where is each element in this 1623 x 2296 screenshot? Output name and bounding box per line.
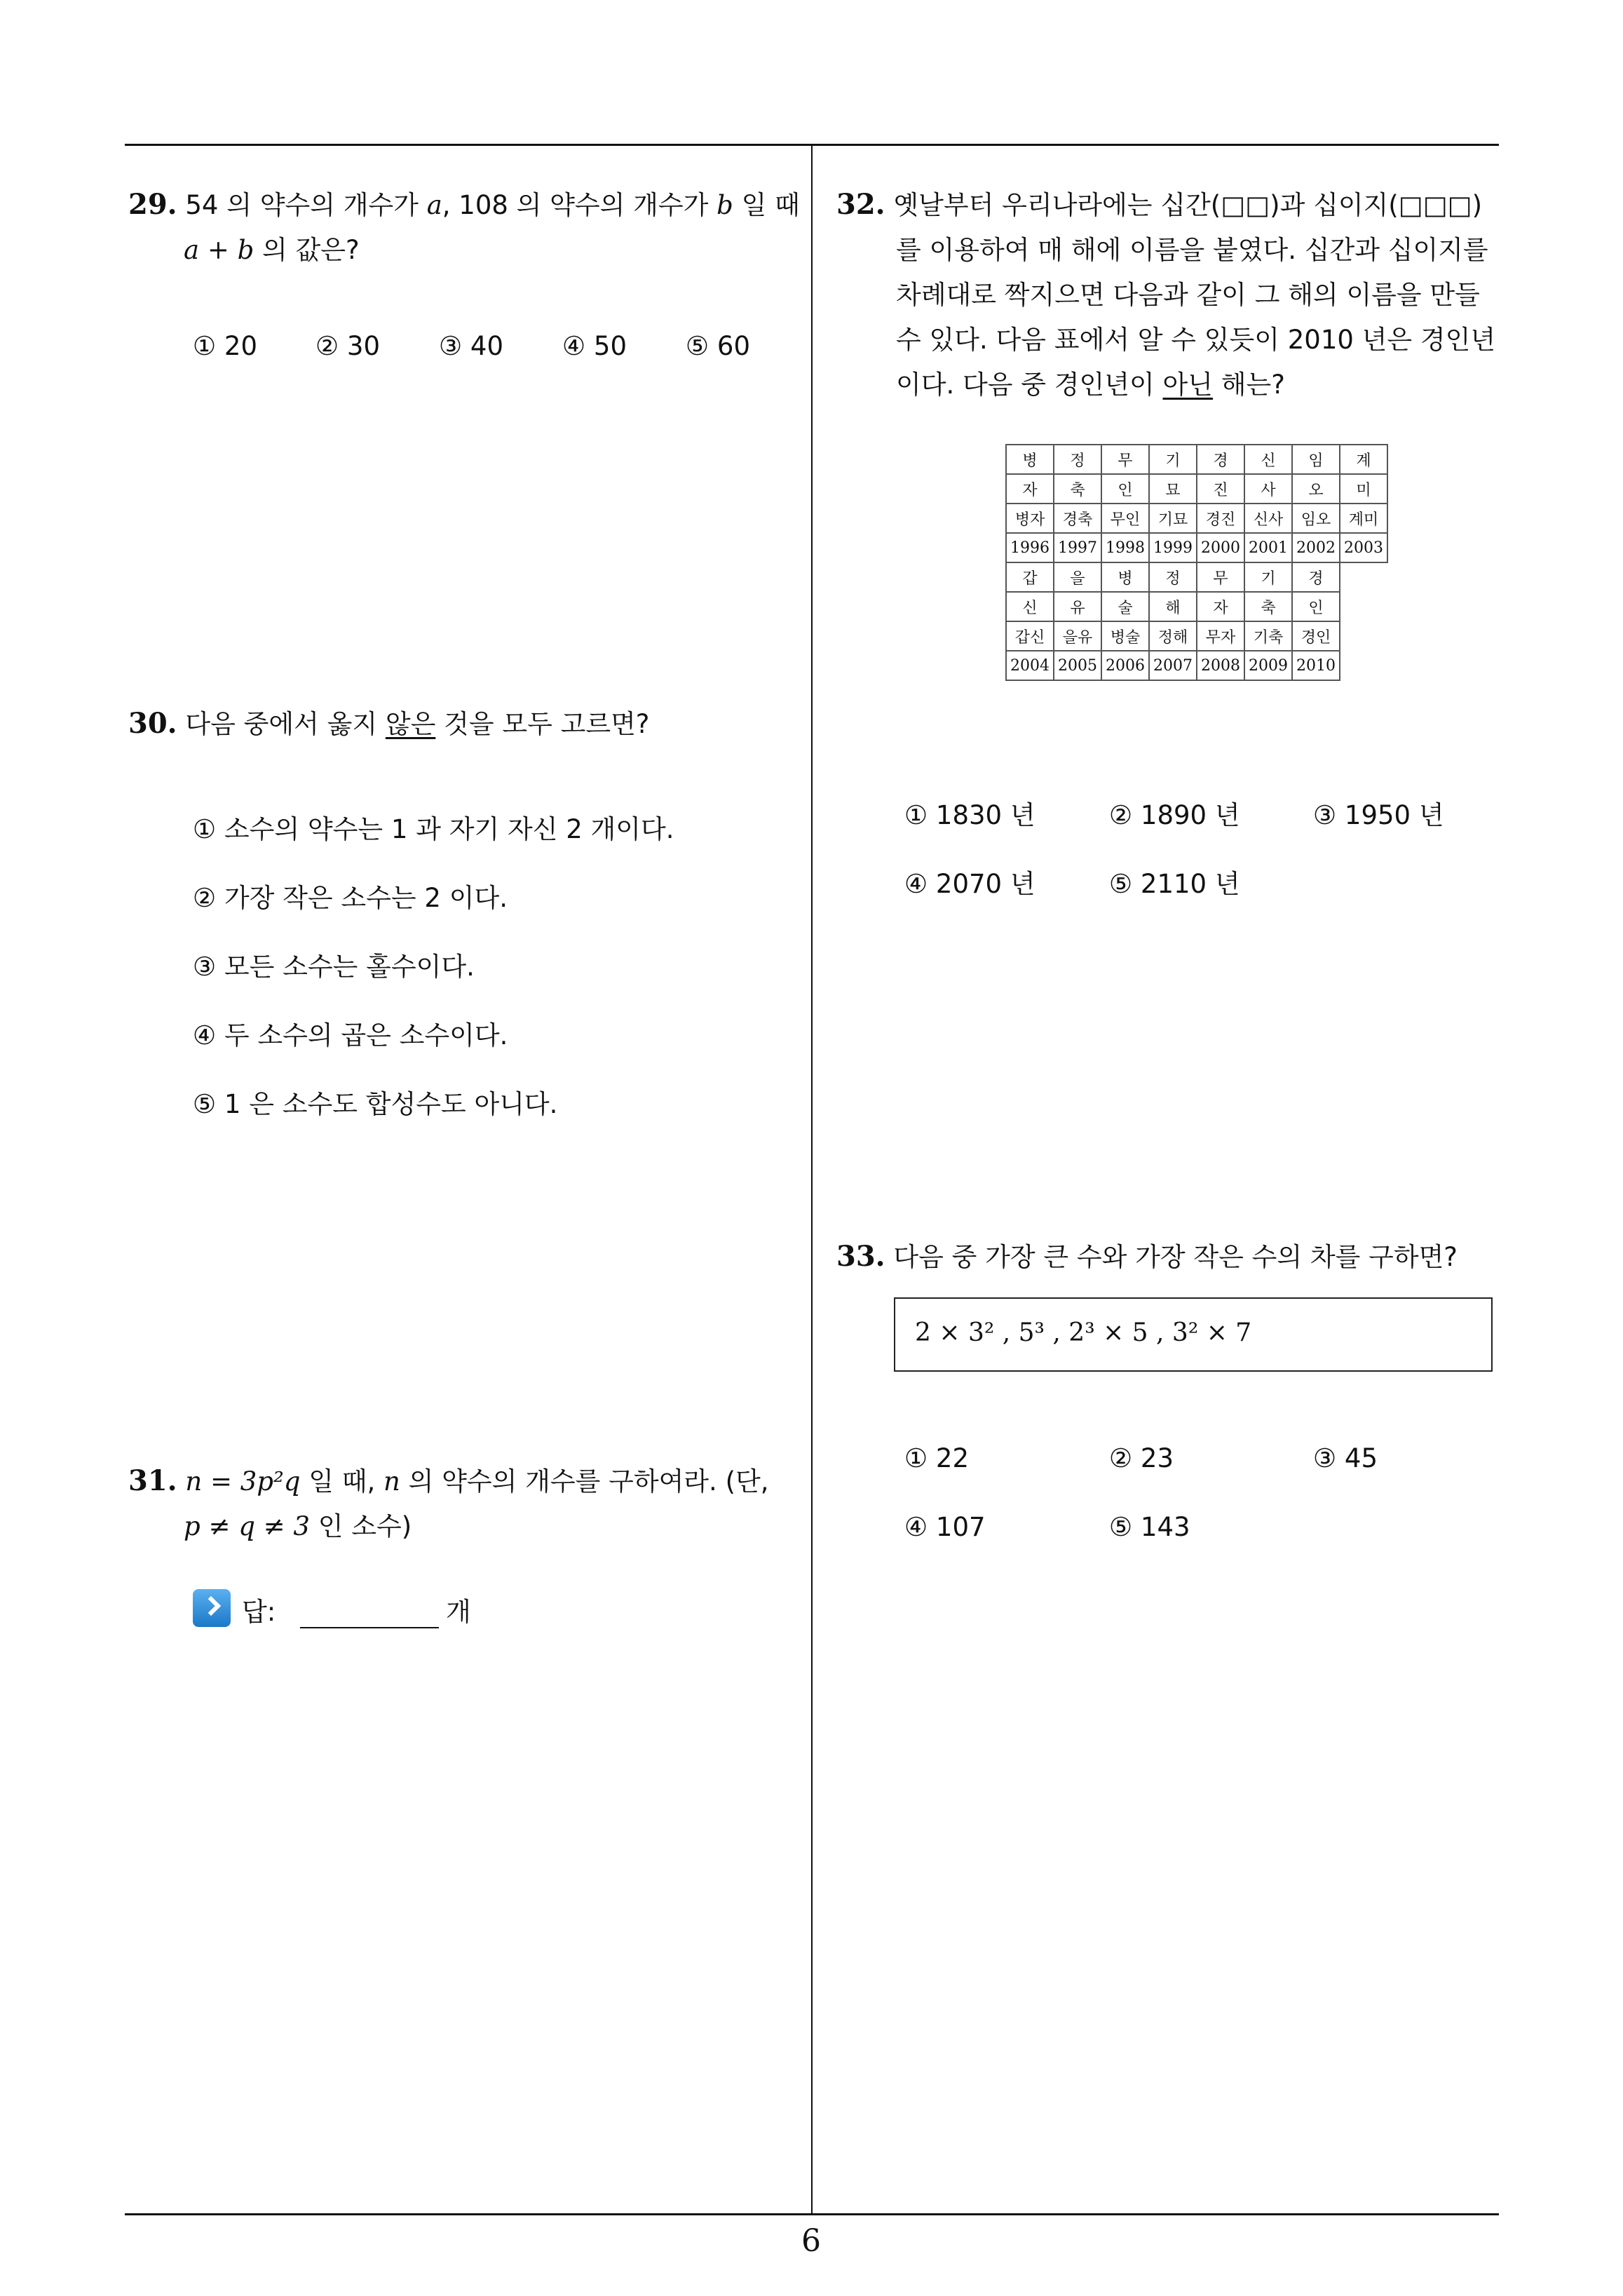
q31-condition: p ≠ q ≠ 3 [184, 1511, 310, 1541]
q30-option-1[interactable]: ① 소수의 약수는 1 과 자기 자신 2 개이다. [193, 814, 674, 844]
q32-line4: 수 있다. 다음 표에서 알 수 있듯이 2010 년은 경인년 [896, 325, 1496, 355]
q33-option-2[interactable]: ② 23 [1109, 1443, 1174, 1473]
table-cell: 해 [1149, 592, 1197, 621]
q32-option-4[interactable]: ④ 2070 년 [904, 869, 1035, 899]
table-cell: 인 [1292, 592, 1340, 621]
table-cell: 2004 [1006, 651, 1054, 680]
q31-math-n: n = 3p²q [185, 1466, 301, 1497]
table-cell: 정 [1054, 445, 1101, 474]
table-cell: 2001 [1244, 533, 1292, 562]
table-row [1006, 504, 1387, 533]
table-cell: 경축 [1054, 504, 1101, 533]
table-cell: 임오 [1292, 504, 1340, 533]
q32-text-1: 옛날부터 우리나라에는 십간(□□)과 십이지(□□□) [893, 190, 1483, 220]
q30-underlined: 않은 [385, 709, 436, 739]
q30-text-b: 것을 모두 고르면? [435, 709, 650, 739]
q29-option-4[interactable]: ④ 50 [562, 331, 627, 361]
q29-text-rest: 의 값은? [254, 235, 360, 265]
table-cell: 기묘 [1149, 504, 1197, 533]
q32-last-b: 해는? [1212, 370, 1285, 400]
table-cell: 정 [1149, 562, 1197, 592]
table-empty-cell [1340, 592, 1387, 621]
table-cell: 사 [1244, 474, 1292, 504]
table-cell: 미 [1340, 474, 1387, 504]
table-cell: 2010 [1292, 651, 1340, 680]
q32-option-1[interactable]: ① 1830 년 [904, 800, 1035, 830]
table-row [1006, 621, 1387, 651]
table-cell: 2009 [1244, 651, 1292, 680]
table-cell: 2007 [1149, 651, 1197, 680]
q29-var-b: b [717, 190, 733, 220]
chevron-right-icon [193, 1589, 231, 1627]
table-cell: 2005 [1054, 651, 1101, 680]
table-cell: 술 [1101, 592, 1149, 621]
q31-number: 31. [128, 1464, 177, 1497]
q31-var-n: n [383, 1466, 400, 1497]
table-cell: 정해 [1149, 621, 1197, 651]
q31-answer-field[interactable] [300, 1599, 439, 1628]
table-cell: 무 [1197, 562, 1244, 592]
q30-option-5[interactable]: ⑤ 1 은 소수도 합성수도 아니다. [193, 1089, 558, 1119]
table-empty-cell [1340, 651, 1387, 680]
q32-number: 32. [836, 188, 885, 221]
q29-text-b: , 108 의 약수의 개수가 [442, 190, 717, 220]
q29-option-2[interactable]: ② 30 [315, 331, 381, 361]
q30-text-a: 다음 중에서 옳지 [185, 709, 386, 739]
q31-answer-unit: 개 [446, 1597, 471, 1627]
table-cell: 병 [1101, 562, 1149, 592]
q29-option-5[interactable]: ⑤ 60 [686, 331, 751, 361]
table-row [1006, 562, 1387, 592]
q32-option-2[interactable]: ② 1890 년 [1109, 800, 1240, 830]
table-cell: 무자 [1197, 621, 1244, 651]
table-cell: 병술 [1101, 621, 1149, 651]
table-cell: 을 [1054, 562, 1101, 592]
table-cell: 계미 [1340, 504, 1387, 533]
table-cell: 병 [1006, 445, 1054, 474]
table-cell: 오 [1292, 474, 1340, 504]
table-cell: 축 [1244, 592, 1292, 621]
q32-line5 [896, 363, 1285, 401]
q29-number: 29. [128, 188, 177, 221]
table-cell: 경 [1292, 562, 1340, 592]
table-cell: 무 [1101, 445, 1149, 474]
table-cell: 을유 [1054, 621, 1101, 651]
q33-expression-box [894, 1297, 1493, 1372]
q31-text-a: 일 때, [300, 1466, 383, 1497]
table-cell: 기 [1149, 445, 1197, 474]
table-cell: 임 [1292, 445, 1340, 474]
q30-number: 30. [128, 707, 177, 740]
q32-underlined: 아닌 [1162, 370, 1213, 400]
bottom-rule [125, 2213, 1499, 2215]
q31-text-b: 의 약수의 개수를 구하여라. (단, [400, 1466, 769, 1497]
table-row [1006, 445, 1387, 474]
q32-line1 [836, 184, 1482, 222]
table-cell: 경진 [1197, 504, 1244, 533]
q29-var-a: a [426, 190, 442, 220]
table-cell: 축 [1054, 474, 1101, 504]
table-cell: 신 [1006, 592, 1054, 621]
table-cell: 병자 [1006, 504, 1054, 533]
table-cell: 2006 [1101, 651, 1149, 680]
table-cell: 자 [1197, 592, 1244, 621]
q32-last-a: 이다. 다음 중 경인년이 [896, 370, 1163, 400]
q33-option-1[interactable]: ① 22 [904, 1443, 970, 1473]
q29-expr: a + b [184, 235, 254, 265]
table-cell: 2002 [1292, 533, 1340, 562]
q32-line3: 차례대로 짝지으면 다음과 같이 그 해의 이름을 만들 [896, 280, 1480, 310]
table-cell: 2003 [1340, 533, 1387, 562]
q29-option-1[interactable]: ① 20 [193, 331, 258, 361]
q30-option-2[interactable]: ② 가장 작은 소수는 2 이다. [193, 883, 508, 913]
table-cell: 2008 [1197, 651, 1244, 680]
q30-option-4[interactable]: ④ 두 소수의 곱은 소수이다. [193, 1020, 508, 1051]
table-cell: 2000 [1197, 533, 1244, 562]
table-cell: 자 [1006, 474, 1054, 504]
q33-text-line [836, 1236, 1458, 1274]
q32-option-5[interactable]: ⑤ 2110 년 [1109, 869, 1240, 899]
table-cell: 기축 [1244, 621, 1292, 651]
q33-option-5[interactable]: ⑤ 143 [1109, 1512, 1190, 1542]
table-cell: 진 [1197, 474, 1244, 504]
table-cell: 계 [1340, 445, 1387, 474]
q29-line2 [184, 229, 360, 266]
q31-answer-label: 답: [242, 1597, 276, 1627]
table-cell: 1998 [1101, 533, 1149, 562]
q31-text-rest: 인 소수) [309, 1511, 412, 1541]
table-cell: 인 [1101, 474, 1149, 504]
table-cell: 묘 [1149, 474, 1197, 504]
q29-text-c: 일 때 [733, 190, 800, 220]
q33-option-4[interactable]: ④ 107 [904, 1512, 986, 1542]
q33-expressions: 2 × 3² , 5³ , 2³ × 5 , 3² × 7 [915, 1318, 1252, 1347]
q33-number: 33. [836, 1240, 885, 1273]
q33-text: 다음 중 가장 큰 수와 가장 작은 수의 차를 구하면? [893, 1242, 1458, 1272]
table-cell: 경 [1197, 445, 1244, 474]
table-cell: 경인 [1292, 621, 1340, 651]
table-row [1006, 533, 1387, 562]
table-cell: 갑신 [1006, 621, 1054, 651]
q31-line2 [184, 1505, 412, 1543]
q29-option-3[interactable]: ③ 40 [439, 331, 504, 361]
table-cell: 유 [1054, 592, 1101, 621]
table-cell: 1997 [1054, 533, 1101, 562]
table-empty-cell [1340, 621, 1387, 651]
table-cell: 1999 [1149, 533, 1197, 562]
table-cell: 신사 [1244, 504, 1292, 533]
table-cell: 1996 [1006, 533, 1054, 562]
column-divider [811, 144, 813, 2215]
table-cell: 기 [1244, 562, 1292, 592]
q29-text-a: 54 의 약수의 개수가 [185, 190, 427, 220]
table-cell: 갑 [1006, 562, 1054, 592]
q30-text [128, 703, 649, 741]
q32-option-3[interactable]: ③ 1950 년 [1313, 800, 1444, 830]
table-row [1006, 592, 1387, 621]
table-cell: 무인 [1101, 504, 1149, 533]
q30-option-3[interactable]: ③ 모든 소수는 홀수이다. [193, 952, 475, 982]
table-row [1006, 651, 1387, 680]
table-empty-cell [1340, 562, 1387, 592]
table-row [1006, 474, 1387, 504]
q33-option-3[interactable]: ③ 45 [1313, 1443, 1378, 1473]
q31-line1 [128, 1460, 769, 1498]
q32-line2: 를 이용하여 매 해에 이름을 붙였다. 십간과 십이지를 [896, 235, 1488, 265]
table-cell: 신 [1244, 445, 1292, 474]
q29-line1 [128, 184, 800, 222]
page-number: 6 [801, 2223, 821, 2259]
sexagenary-table [1005, 444, 1388, 681]
